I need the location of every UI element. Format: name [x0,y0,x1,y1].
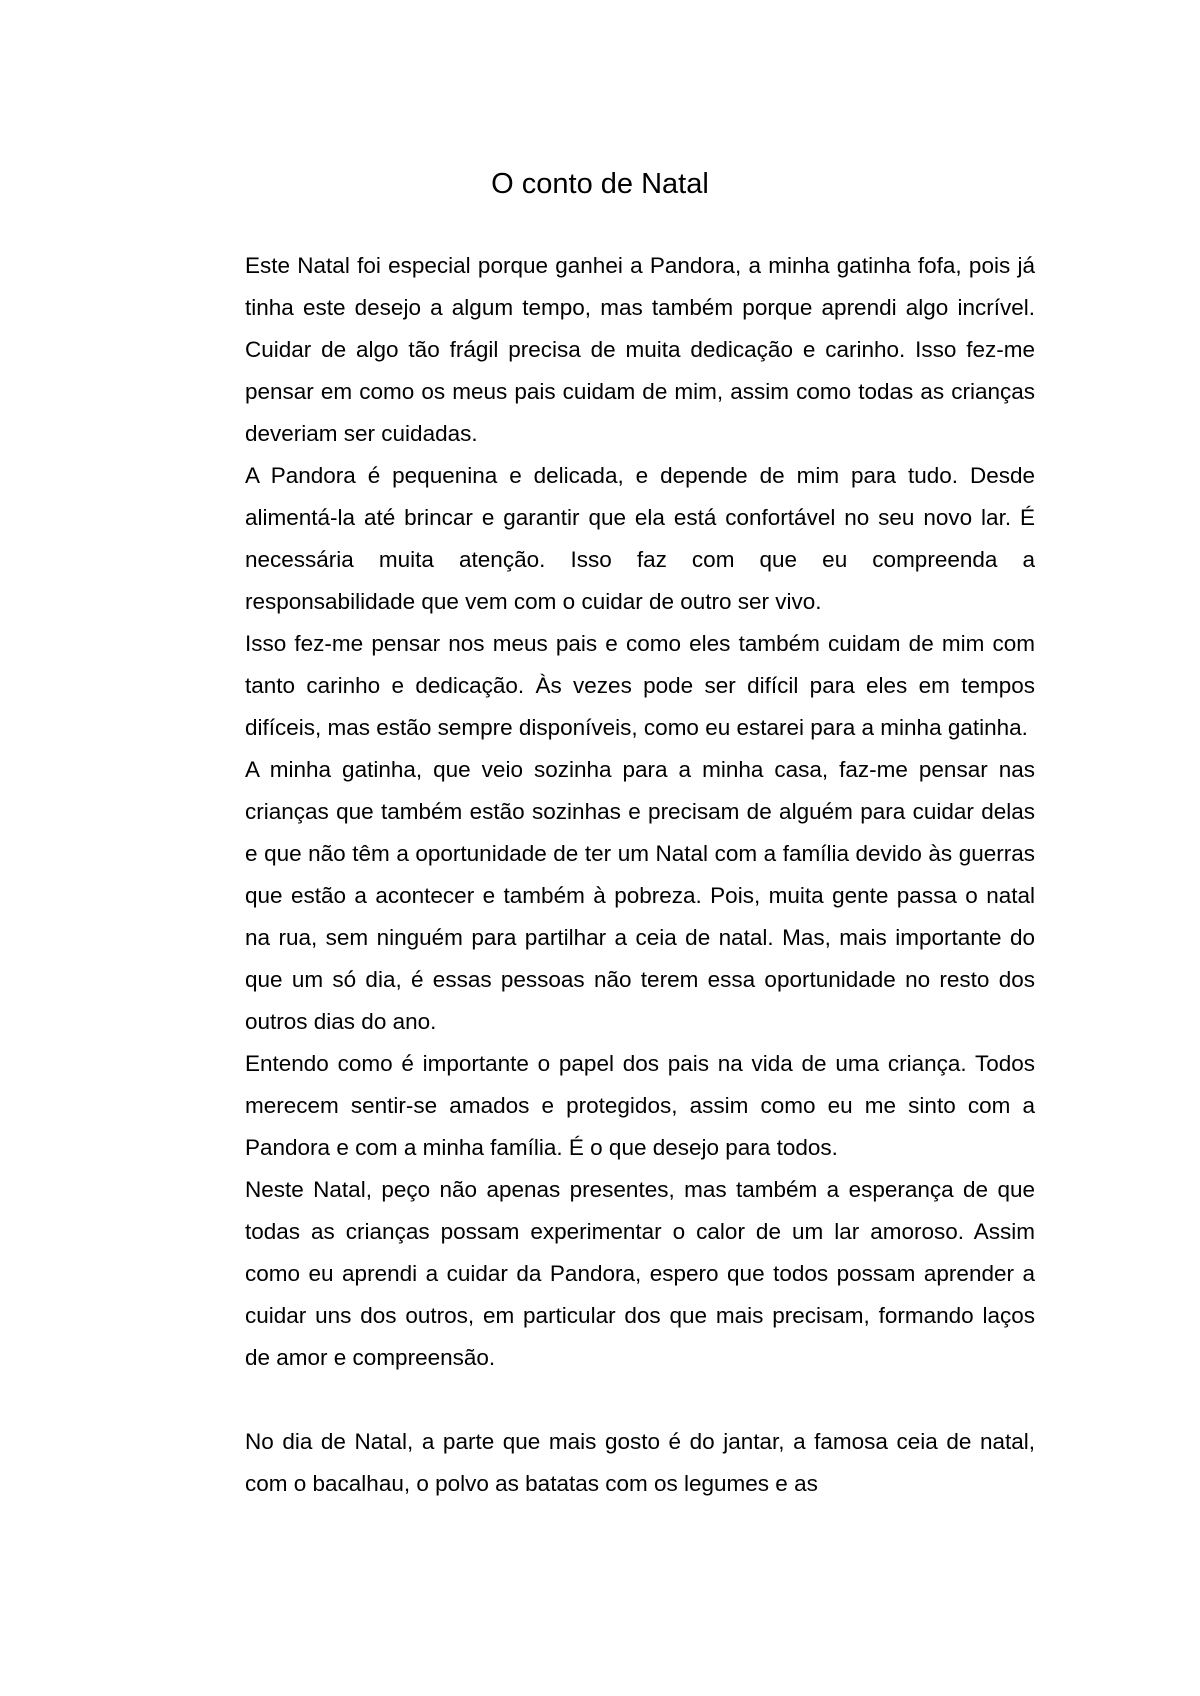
paragraph-2: A Pandora é pequenina e delicada, e depende de mim para tudo. Desde alimentá-la até brincar e garantir que ela está confortável no seu novo lar. É necessária muita atenção. Isso faz com que eu compreenda a responsabilidade que vem com o cuidar de outro ser vivo. [245,463,1035,614]
paragraph-3: Isso fez-me pensar nos meus pais e como eles também cuidam de mim com tanto carinho e dedicação. Às vezes pode ser difícil para eles em tempos difíceis, mas estão sempre disponíveis, como eu estarei para a minha gatinha. [245,631,1035,740]
document-title: O conto de Natal [491,168,709,200]
document-body [245,245,1035,1505]
paragraph-5: Entendo como é importante o papel dos pais na vida de uma criança. Todos merecem sentir-se amados e protegidos, assim como eu me sinto com a Pandora e com a minha família. É o que desejo para todos. [245,1051,1035,1160]
paragraph-1: Este Natal foi especial porque ganhei a Pandora, a minha gatinha fofa, pois já tinha este desejo a algum tempo, mas também porque aprendi algo incrível. Cuidar de algo tão frágil precisa de muita dedicação e carinho. Isso fez-me pensar em como os meus pais cuidam de mim, assim como todas as crianças deveriam ser cuidadas. [245,253,1035,446]
paragraph-7: No dia de Natal, a parte que mais gosto é do jantar, a famosa ceia de natal, com o bacalhau, o polvo as batatas com os legumes e as [245,1429,1035,1496]
paragraph-gap [245,1379,1035,1421]
paragraph-6: Neste Natal, peço não apenas presentes, mas também a esperança de que todas as crianças possam experimentar o calor de um lar amoroso. Assim como eu aprendi a cuidar da Pandora, espero que todos possam aprender a cuidar uns dos outros, em particular dos que mais precisam, formando laços de amor e compreensão. [245,1177,1035,1370]
paragraph-4: A minha gatinha, que veio sozinha para a minha casa, faz-me pensar nas crianças que também estão sozinhas e precisam de alguém para cuidar delas e que não têm a oportunidade de ter um Natal com a família devido às guerras que estão a acontecer e também à pobreza. Pois, muita gente passa o natal na rua, sem ninguém para partilhar a ceia de natal. Mas, mais importante do que um só dia, é essas pessoas não terem essa oportunidade no resto dos outros dias do ano. [245,757,1035,1034]
